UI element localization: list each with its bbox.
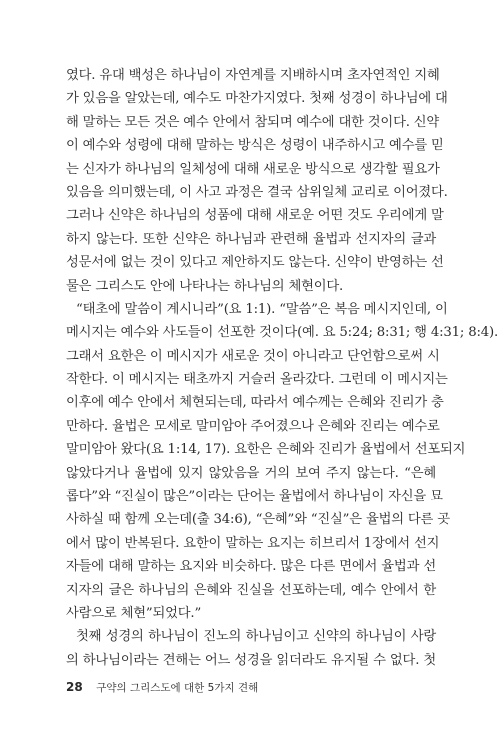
text-line: 않았다거나 율법에 있지 않았음을 거의 보여 주지 않는다. “은혜 — [66, 465, 436, 481]
text-line: 하지 않는다. 또한 신약은 하나님과 관련해 율법과 선지자의 글과 — [66, 231, 436, 247]
text-line: 물은 그리스도 안에 나타나는 하나님의 체현이다. — [66, 278, 344, 294]
page-footer — [66, 680, 258, 695]
text-line: 지자의 글은 하나님의 은혜와 진실을 선포하는데, 예수 안에서 한 — [66, 582, 436, 598]
text-line: 이후에 예수 안에서 체현되는데, 따라서 예수께는 은혜와 진리가 충 — [66, 395, 444, 411]
text-line: 에서 많이 반복된다. 요한이 말하는 요지는 히브리서 1장에서 선지 — [66, 535, 440, 551]
text-line: 첫째 성경의 하나님이 진노의 하나님이고 신약의 하나님이 사랑 — [76, 629, 436, 645]
text-line: 는 신자가 하나님의 일체성에 대해 새로운 방식으로 생각할 필요가 — [66, 161, 440, 177]
text-line: 말미암아 왔다(요 1:14, 17). 요한은 은혜와 진리가 율법에서 선포되지 — [66, 442, 466, 458]
text-line: 자들에 대해 말하는 요지와 비슷하다. 많은 다른 면에서 율법과 선 — [66, 559, 436, 575]
text-line: 이 예수와 성령에 대해 말하는 방식은 성령이 내주하시고 예수를 믿 — [66, 138, 444, 154]
text-line: 성문서에 없는 것이 있다고 제안하지도 않는다. 신약이 반영하는 선 — [66, 255, 444, 271]
text-line: 였다. 유대 백성은 하나님이 자연계를 지배하시며 초자연적인 지혜 — [66, 68, 440, 83]
text-line: 롭다”와 “진실이 많은”이라는 단어는 율법에서 하나님이 자신을 묘 — [66, 489, 443, 505]
text-line: “태초에 말씀이 계시니라”(요 1:1). “말씀”은 복음 메시지인데, 이 — [76, 301, 448, 317]
text-line: 사하실 때 함께 오는데(출 34:6), “은혜”와 “진실”은 율법의 다른 곳 — [66, 512, 450, 528]
text-line: 그러나 신약은 하나님의 성품에 대해 새로운 어떤 것도 우리에게 말 — [66, 208, 444, 224]
text-line: 사람으로 체현”되었다.” — [66, 605, 202, 621]
text-line: 메시지는 예수와 사도들이 선포한 것이다(예. 요 5:24; 8:31; 행 4:31; 8:4). — [66, 325, 499, 341]
body-text — [66, 64, 499, 672]
text-line: 의 하나님이라는 견해는 어느 성경을 읽더라도 유지될 수 없다. 첫 — [66, 652, 436, 668]
text-line: 작한다. 이 메시지는 태초까지 거슬러 올라갔다. 그런데 이 메시지는 — [66, 372, 448, 388]
running-title: 구약의 그리스도에 대한 5가지 견해 — [96, 682, 259, 694]
page-number: 28 — [66, 680, 83, 694]
text-line: 만하다. 율법은 모세로 말미암아 주어졌으나 은혜와 진리는 예수로 — [66, 418, 440, 434]
text-line: 가 있음을 알았는데, 예수도 마찬가지였다. 첫째 성경이 하나님에 대 — [66, 91, 448, 107]
text-line: 해 말하는 모든 것은 예수 안에서 참되며 예수에 대한 것이다. 신약 — [66, 114, 440, 130]
text-line: 그래서 요한은 이 메시지가 새로운 것이 아니라고 단언함으로써 시 — [66, 348, 440, 364]
text-line: 있음을 의미했는데, 이 사고 과정은 결국 삼위일체 교리로 이어졌다. — [66, 184, 448, 200]
